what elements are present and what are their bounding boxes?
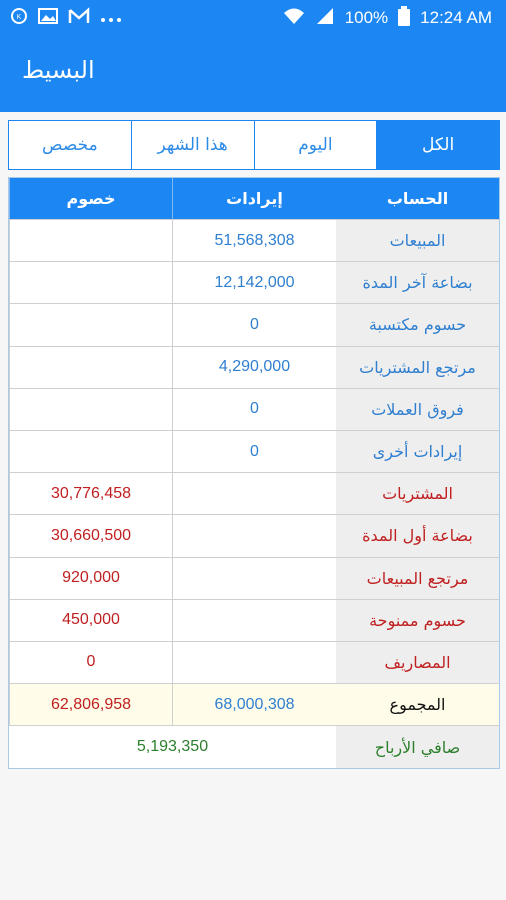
table-row[interactable] — [9, 600, 499, 642]
total-deduction: 62,806,958 — [9, 684, 172, 725]
account-label: مرتجع المبيعات — [336, 558, 499, 599]
deduction-value: 0 — [9, 642, 172, 683]
status-bar — [0, 0, 506, 36]
account-label: المبيعات — [336, 220, 499, 261]
period-tabs — [8, 120, 500, 170]
deduction-value — [9, 347, 172, 388]
deduction-value: 30,660,500 — [9, 515, 172, 556]
revenue-value: 0 — [172, 431, 336, 472]
header-account: الحساب — [386, 189, 449, 208]
revenue-value: 0 — [172, 304, 336, 345]
gmail-icon — [68, 7, 90, 30]
table-row[interactable] — [9, 515, 499, 557]
table-row[interactable] — [9, 431, 499, 473]
revenue-value: 12,142,000 — [172, 262, 336, 303]
svg-text:K: K — [16, 13, 22, 21]
net-profit-value: 5,193,350 — [136, 738, 209, 756]
app-title: البسيط — [22, 56, 95, 84]
deduction-value: 30,776,458 — [9, 473, 172, 514]
deduction-value — [9, 431, 172, 472]
table-row[interactable] — [9, 262, 499, 304]
clock: 12:24 AM — [420, 8, 492, 27]
deduction-value — [9, 389, 172, 430]
revenue-value — [172, 558, 336, 599]
table-row[interactable] — [9, 642, 499, 684]
account-label: إيرادات أخرى — [336, 431, 499, 472]
battery-percent: 100% — [344, 8, 389, 27]
table-row[interactable] — [9, 473, 499, 515]
revenue-value: 51,568,308 — [172, 220, 336, 261]
total-revenue: 68,000,308 — [172, 684, 336, 725]
net-profit-row — [9, 726, 499, 768]
account-label: بضاعة أول المدة — [336, 515, 499, 556]
deduction-value — [9, 304, 172, 345]
revenue-value — [172, 600, 336, 641]
table-row[interactable] — [9, 558, 499, 600]
revenue-value — [172, 642, 336, 683]
table-row[interactable] — [9, 220, 499, 262]
deduction-value: 450,000 — [9, 600, 172, 641]
image-icon — [38, 7, 58, 30]
tab-all[interactable]: الكل — [376, 121, 499, 169]
tab-this-month[interactable]: هذا الشهر — [131, 121, 254, 169]
account-label: المشتريات — [336, 473, 499, 514]
total-row — [9, 684, 499, 726]
deduction-value: 920,000 — [9, 558, 172, 599]
notification-icon — [10, 7, 28, 30]
account-label: فروق العملات — [336, 389, 499, 430]
deduction-value — [9, 220, 172, 261]
net-profit-label: صافي الأرباح — [336, 726, 499, 768]
account-label: المصاريف — [336, 642, 499, 683]
table-row[interactable] — [9, 347, 499, 389]
deduction-value — [9, 262, 172, 303]
wifi-icon — [283, 7, 305, 30]
app-bar — [0, 36, 506, 112]
total-label: المجموع — [336, 684, 499, 725]
revenue-value — [172, 515, 336, 556]
table-row[interactable] — [9, 389, 499, 431]
signal-icon — [315, 7, 335, 30]
header-revenues: إيرادات — [172, 178, 336, 219]
header-deductions: خصوم — [9, 178, 172, 219]
revenue-value: 4,290,000 — [172, 347, 336, 388]
account-label: مرتجع المشتريات — [336, 347, 499, 388]
battery-icon — [398, 6, 410, 31]
table-header — [9, 178, 499, 220]
account-label: بضاعة آخر المدة — [336, 262, 499, 303]
more-icon — [100, 8, 122, 28]
account-label: حسوم ممنوحة — [336, 600, 499, 641]
income-statement-table — [8, 177, 500, 769]
revenue-value — [172, 473, 336, 514]
account-label: حسوم مكتسبة — [336, 304, 499, 345]
tab-custom[interactable]: مخصص — [42, 135, 98, 155]
table-row[interactable] — [9, 304, 499, 346]
tab-today[interactable]: اليوم — [254, 121, 377, 169]
revenue-value: 0 — [172, 389, 336, 430]
